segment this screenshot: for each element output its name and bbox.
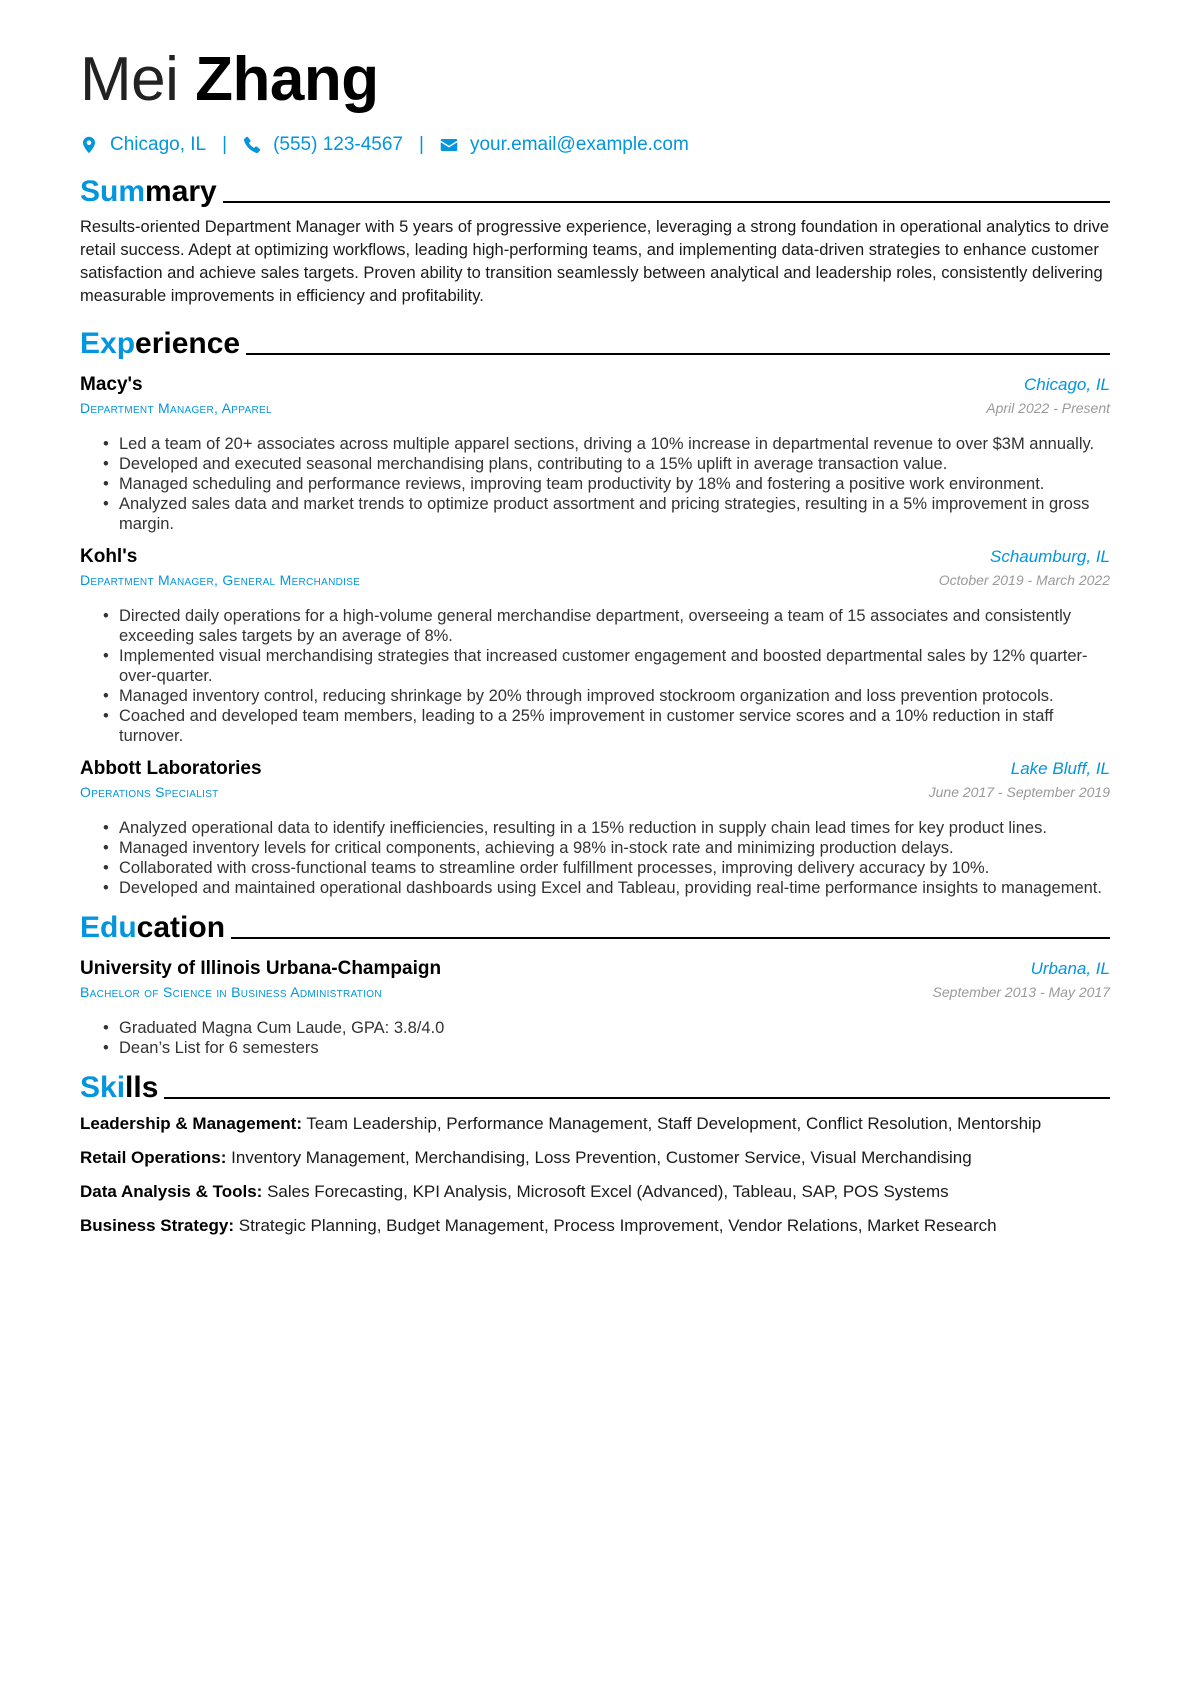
list-item: • Graduated Magna Cum Laude, GPA: 3.8/4.0 [119,1018,1110,1038]
list-item: • Collaborated with cross-functional teams to streamline order fulfillment processes, improving delivery accuracy by 10%. [119,858,1110,878]
skill-category: Data Analysis & Tools: [80,1182,263,1201]
achievement-list [80,818,1110,898]
location-text: Chicago, IL [110,134,207,155]
list-item: • Managed inventory levels for critical components, achieving a 98% in-stock rate and minimizing production delays. [119,838,1110,858]
job-location: Chicago, IL [1024,375,1110,394]
section-title-rest: lls [125,1071,159,1104]
experience-heading [80,322,1110,362]
skill-items: Inventory Management, Merchandising, Loss Prevention, Customer Service, Visual Merchandising [231,1148,972,1167]
section-divider [231,937,1110,939]
list-item: • Led a team of 20+ associates across multiple apparel sections, driving a 10% increase in departmental revenue to over $3M annually. [119,434,1110,454]
job-location: Schaumburg, IL [989,547,1110,566]
education-heading [80,906,1110,946]
section-title-accent: Exp [80,327,136,360]
education-details [80,1018,1110,1058]
list-item: • Managed scheduling and performance reviews, improving team productivity by 18% and fostering a positive work environment. [119,474,1110,494]
section-title [80,326,240,362]
experience-list [80,374,1110,898]
contact-bar [80,130,1110,160]
list-item: • Analyzed operational data to identify inefficiencies, resulting in a 15% reduction in supply chain lead times for key product lines. [119,818,1110,838]
job-title: Department Manager, Apparel [80,400,272,416]
education-dates: September 2013 - May 2017 [932,984,1110,1000]
skill-items: Strategic Planning, Budget Management, Process Improvement, Vendor Relations, Market Research [238,1216,997,1235]
school-name: University of Illinois Urbana-Champaign [80,958,442,979]
section-title-accent: Edu [80,911,137,944]
contact-location [80,134,206,156]
section-title-rest: mary [145,175,217,208]
summary-heading [80,170,1110,210]
section-title-rest: erience [135,327,241,360]
experience-entry [80,758,1110,898]
skills-heading [80,1066,1110,1106]
list-item: • Implemented visual merchandising strategies that increased customer engagement and boosted departmental sales by 12% quarter-over-quarter. [119,646,1110,686]
skill-items: Sales Forecasting, KPI Analysis, Microsoft Excel (Advanced), Tableau, SAP, POS Systems [267,1182,949,1201]
first-name: Mei [80,45,179,114]
section-divider [164,1097,1110,1099]
section-divider [246,353,1110,355]
phone-icon [243,136,261,154]
email-link[interactable]: your.email@example.com [469,134,689,155]
school-location: Urbana, IL [1030,959,1110,978]
list-item: • Managed inventory control, reducing shrinkage by 20% through improved stockroom organization and loss prevention protocols. [119,686,1110,706]
list-item: • Developed and executed seasonal merchandising plans, contributing to a 15% uplift in average transaction value. [119,454,1110,474]
section-title-rest: cation [136,911,226,944]
skill-row [80,1146,1110,1170]
section-title [80,1070,158,1106]
job-dates: April 2022 - Present [986,400,1110,416]
skill-row [80,1214,1110,1238]
phone-text: (555) 123-4567 [273,134,403,155]
section-title-accent: Sum [80,175,146,208]
skill-row [80,1180,1110,1204]
contact-email[interactable] [440,134,689,156]
summary-paragraph: Results-oriented Department Manager with 5 years of progressive experience, leveraging a strong foundation in operational analytics to drive retail success. Adept at optimizing workflows, leading high-performing teams, and implementing data-driven strategies to enhance customer satisfaction and achieve sales targets. Proven ability to transition seamlessly between analytical and leadership roles, consistently delivering measurable improvements in efficiency and profitability. [80,218,1110,305]
contact-separator: | [222,134,228,155]
skill-category: Leadership & Management: [80,1114,302,1133]
list-item: • Coached and developed team members, leading to a 25% improvement in customer service scores and a 10% reduction in staff turnover. [119,706,1110,746]
envelope-icon [440,136,458,154]
section-title [80,910,225,946]
education-entry [80,958,1110,1058]
contact-separator: | [419,134,424,155]
experience-entry [80,546,1110,746]
experience-entry [80,374,1110,534]
achievement-list [80,434,1110,534]
list-item: • Directed daily operations for a high-volume general merchandise department, overseeing a team of 15 associates and consistently exceeding sales targets by an average of 8%. [119,606,1110,646]
job-dates: October 2019 - March 2022 [938,572,1110,588]
employer-name: Abbott Laboratories [80,758,262,779]
job-title: Department Manager, General Merchandise [80,572,361,588]
skill-items: Team Leadership, Performance Management, Staff Development, Conflict Resolution, Mentorship [306,1114,1042,1133]
skill-category: Business Strategy: [80,1216,234,1235]
list-item: • Dean’s List for 6 semesters [119,1038,1110,1058]
section-title [80,174,217,210]
skill-category: Retail Operations: [80,1148,227,1167]
last-name: Zhang [195,45,379,114]
job-title: Operations Specialist [80,784,219,800]
list-item: • Developed and maintained operational dashboards using Excel and Tableau, providing real-time performance insights to management. [119,878,1110,898]
skills-list [80,1112,1110,1238]
contact-phone[interactable] [243,134,403,156]
list-item: • Analyzed sales data and market trends to optimize product assortment and pricing strategies, resulting in a 5% improvement in gross margin. [119,494,1110,534]
job-dates: June 2017 - September 2019 [928,784,1110,800]
employer-name: Macy's [80,374,143,395]
achievement-list [80,606,1110,746]
skill-row [80,1112,1110,1136]
candidate-name [80,40,1110,120]
job-location: Lake Bluff, IL [1010,759,1110,778]
map-pin-icon [80,136,98,154]
section-divider [223,201,1110,203]
degree-title: Bachelor of Science in Business Administration [80,984,382,1000]
section-title-accent: Ski [80,1071,126,1104]
employer-name: Kohl's [80,546,138,567]
